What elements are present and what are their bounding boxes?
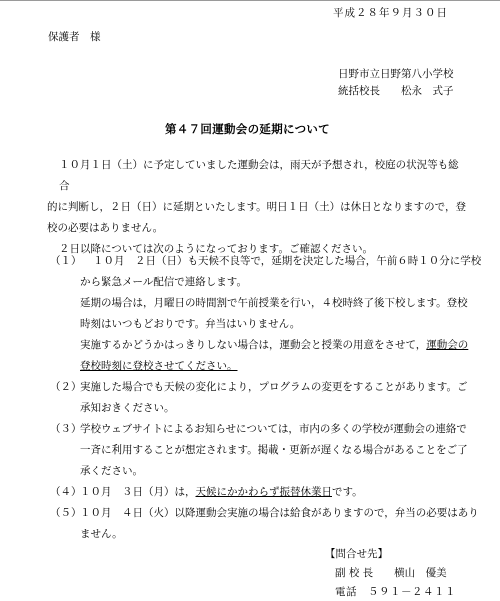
item-text: 実施した場合でも天候の変化により，プログラムの変更をすることがあります。ご [80,381,468,393]
underlined-text: 登校時刻に登校させてください。 [80,360,238,372]
item-number: （１） [50,255,82,267]
intro-line-1: １０月１日（土）に予定していました運動会は，雨天が予想され，校庭の状況等も総合 [59,159,459,192]
intro-paragraph [47,155,467,260]
item-text: ません。 [80,528,123,540]
item-text: 時刻はいつもどおりです。弁当はいりません。 [80,318,301,330]
item-number: （３） [50,423,82,435]
underlined-text: 天候にかかわらず振替休業日 [195,486,332,498]
item-number: （２） [50,381,82,393]
item-text: から緊急メール配信で連絡します。 [80,276,247,288]
recipient: 保護者 様 [48,31,101,43]
item-text: １０月 ４日（火）以降運動会実施の場合は給食がありますので，弁当の必要はあり [80,507,479,519]
item-text: 実施するかどうかはっきりしない場合は，運動会と授業の用意をさせて，運動会の [80,339,469,351]
issue-date: 平成２８年９月３０日 [333,7,448,19]
intro-line-4: ２日以降については次のようになっております。ご確認ください。 [59,243,373,255]
contact-phone: 電話 ５９１－２４１１ [335,586,456,598]
item-text: 延期の場合は，月曜日の時間割で午前授業を行い，４校時終了後下校します。登校 [80,297,468,309]
contact-heading: 【問合せ先】 [325,548,388,560]
intro-line-2: 的に判断し，２日（日）に延期といたします。明日１日（土）は休日となりますので，登 [47,201,466,213]
underlined-text: 運動会の [426,339,469,351]
principal-name: 統括校長 松永 式子 [338,85,454,97]
school-name: 日野市立日野第八小学校 [338,68,454,80]
item-text: 承ください。 [80,465,143,477]
item-text: １０月 ２日（日）も天候不良等で，延期を決定した場合，午前６時１０分に学校 [93,255,482,267]
item-number: （４） [50,486,82,498]
item-text: 学校ウェブサイトによるお知らせについては，市内の多くの学校が運動会の連絡で [80,423,467,435]
item-text: 一斉に利用することが想定されます。掲載・更新が遅くなる場合があることをご了 [80,444,468,456]
intro-line-3: 校の必要はありません。 [47,222,164,234]
document-title: 第４７回運動会の延期について [165,122,330,136]
item-text: 承知おきください。 [80,402,175,414]
item-number: （５） [50,507,82,519]
item-text: １０月 ３日（月）は，天候にかかわらず振替休業日です。 [80,486,363,498]
vice-principal-name: 副 校 長 横山 優美 [335,567,447,579]
